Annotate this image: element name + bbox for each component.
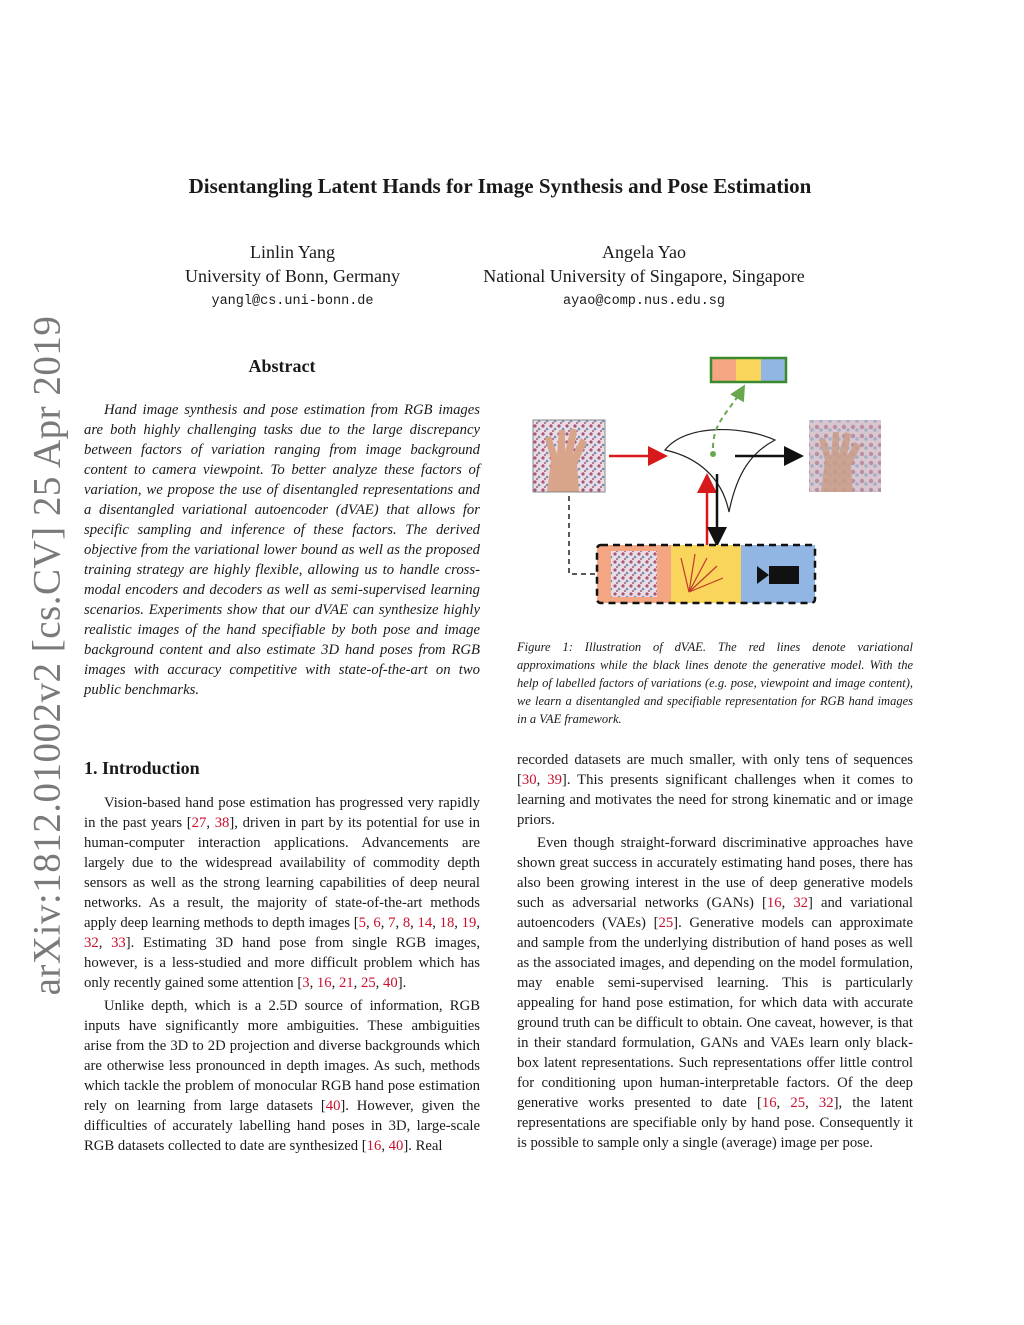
citation-link[interactable]: 33 bbox=[111, 935, 126, 951]
citation-link[interactable]: 18 bbox=[439, 915, 455, 931]
citation-link[interactable]: 27 bbox=[191, 815, 207, 831]
author-name: Angela Yao bbox=[602, 242, 686, 262]
latent-segment bbox=[711, 358, 736, 382]
background-factor bbox=[611, 551, 657, 597]
paper-title: Disentangling Latent Hands for Image Synthesis and Pose Estimation bbox=[188, 174, 812, 198]
citation-link[interactable]: 32 bbox=[818, 1095, 834, 1111]
citation-link[interactable]: 16 bbox=[366, 1138, 382, 1154]
factors-box bbox=[597, 545, 815, 603]
citation-link[interactable]: 8 bbox=[402, 915, 411, 931]
latent-code-bar bbox=[711, 358, 786, 382]
author-email[interactable]: yangl@cs.uni-bonn.de bbox=[211, 294, 374, 309]
citation-link[interactable]: 5 bbox=[358, 915, 367, 931]
right-column bbox=[517, 750, 913, 1156]
author-block bbox=[455, 240, 833, 314]
citation-link[interactable]: 25 bbox=[658, 915, 674, 931]
citation-link[interactable]: 40 bbox=[325, 1098, 341, 1114]
citation-link[interactable]: 39 bbox=[547, 772, 562, 788]
left-column bbox=[84, 793, 480, 1159]
figure-caption: Figure 1: Illustration of dVAE. The red lines denote variational approximations while the black lines denote the generative model. With the help of labelled factors of variations (e.g. pose, viewpoint and image content), we learn a disentangled and specifiable representation for RGB hand images in a VAE framework. bbox=[517, 640, 913, 726]
latent-sample-arrow bbox=[713, 388, 743, 448]
arxiv-watermark bbox=[17, 315, 77, 995]
intro-paragraph-1: Vision-based hand pose estimation has progressed very rapidly in the past years [27, 38], driven in part by its potential for use in human-computer interaction applications. Advancements are largely due to the widespread availability of commodity depth sensors as well as the strong learning capabilities of deep neural networks. As a result, the majority of state-of-the-art methods apply deep learning methods to depth images [5, 6, 7, 8, 14, 18, 19, 32, 33]. Estimating 3D hand pose from single RGB images, however, is a less-studied and more difficult problem which has only recently gained some attention [3, 16, 21, 25, 40]. bbox=[84, 795, 481, 991]
figure-1 bbox=[517, 352, 913, 612]
citation-link[interactable]: 32 bbox=[793, 895, 808, 911]
author-block bbox=[150, 240, 435, 314]
citation-link[interactable]: 21 bbox=[338, 975, 354, 991]
citation-link[interactable]: 40 bbox=[383, 975, 398, 991]
citation-link[interactable]: 3 bbox=[302, 975, 310, 991]
intro-paragraph-3: recorded datasets are much smaller, with only tens of sequences [30, 39]. This presents significant challenges when it comes to learning and motivates the need for strong kinematic and or image priors. bbox=[517, 752, 914, 828]
citation-link[interactable]: 38 bbox=[214, 815, 230, 831]
output-hand-image bbox=[809, 420, 881, 492]
citation-link[interactable]: 6 bbox=[373, 915, 381, 931]
abstract-heading: Abstract bbox=[248, 356, 316, 376]
citation-link[interactable]: 25 bbox=[360, 975, 376, 991]
input-hand-image bbox=[533, 420, 605, 492]
citation-link[interactable]: 7 bbox=[388, 915, 396, 931]
latent-segment bbox=[761, 358, 786, 382]
latent-point bbox=[710, 451, 716, 457]
section-heading-introduction: 1. Introduction bbox=[84, 758, 200, 778]
author-affiliation: University of Bonn, Germany bbox=[185, 266, 400, 286]
citation-link[interactable]: 16 bbox=[761, 1095, 777, 1111]
citation-link[interactable]: 30 bbox=[521, 772, 537, 788]
arxiv-id: arXiv:1812.01002v2 [cs.CV] 25 Apr 2019 bbox=[25, 315, 69, 995]
citation-link[interactable]: 25 bbox=[790, 1095, 806, 1111]
intro-paragraph-2: Unlike depth, which is a 2.5D source of information, RGB inputs have significantly more ambiguities. These ambiguities arise from the 3D to 2D projection and diverse backgrounds which are otherwise less pronounced in depth images. As such, methods which tackle the problem of monocular RGB hand pose estimation rely on learning from large datasets [40]. However, given the difficulties of accurately labelling hand poses in 3D, large-scale RGB datasets collected to date are synthesized [16, 40]. Real bbox=[84, 998, 480, 1154]
author-affiliation: National University of Singapore, Singapore bbox=[483, 266, 805, 286]
abstract-text: Hand image synthesis and pose estimation from RGB images are both highly challenging tasks due to the large discrepancy between factors of variation ranging from image background content to camera viewpoint. To better analyze these factors of variation, we propose the use of disentangled representations and a disentangled variational autoencoder (dVAE) that allows for specific sampling and inference of these factors. The derived objective from the variational lower bound as well as the proposed training strategy are highly flexible, allowing us to handle cross-modal encoders and decoders as well as semi-supervised learning scenarios. Experiments show that our dVAE can synthesize highly realistic images of the hand specifiable by both pose and image background content and also estimate 3D hand poses from RGB images with accuracy competitive with state-of-the-art on two public benchmarks. bbox=[84, 402, 480, 698]
author-email[interactable]: ayao@comp.nus.edu.sg bbox=[562, 294, 726, 309]
latent-segment bbox=[736, 358, 761, 382]
intro-paragraph-4: Even though straight-forward discriminative approaches have shown great success in accurately estimating hand poses, there has also been growing interest in the use of deep generative models such as adversarial networks (GANs) [16, 32] and variational autoencoders (VAEs) [25]. Generative models can approximate and sample from the underlying distribution of hand poses as well as the associated images, and depending on the model formulation, may enable semi-supervised learning. This is particularly appealing for hand pose estimation, for which data with accurate ground truth can be difficult to obtain. One caveat, however, is that in their standard formulation, GANs and VAEs learn only black-box latent representations. Such representations offer little control for conditioning upon human-interpretable factors. Of the deep generative works presented to date [16, 25, 32], the latent representations are specifiable only by hand pose. Consequently it is possible to sample only a single (average) image per pose. bbox=[517, 835, 914, 1151]
latent-manifold bbox=[665, 430, 775, 512]
author-name: Linlin Yang bbox=[249, 242, 336, 262]
citation-link[interactable]: 16 bbox=[766, 895, 782, 911]
citation-link[interactable]: 40 bbox=[388, 1138, 404, 1154]
citation-link[interactable]: 19 bbox=[461, 915, 477, 931]
citation-link[interactable]: 14 bbox=[417, 915, 433, 931]
citation-link[interactable]: 16 bbox=[316, 975, 332, 991]
factor-link bbox=[569, 496, 597, 574]
citation-link[interactable]: 32 bbox=[84, 935, 99, 951]
dvae-diagram bbox=[517, 352, 913, 612]
